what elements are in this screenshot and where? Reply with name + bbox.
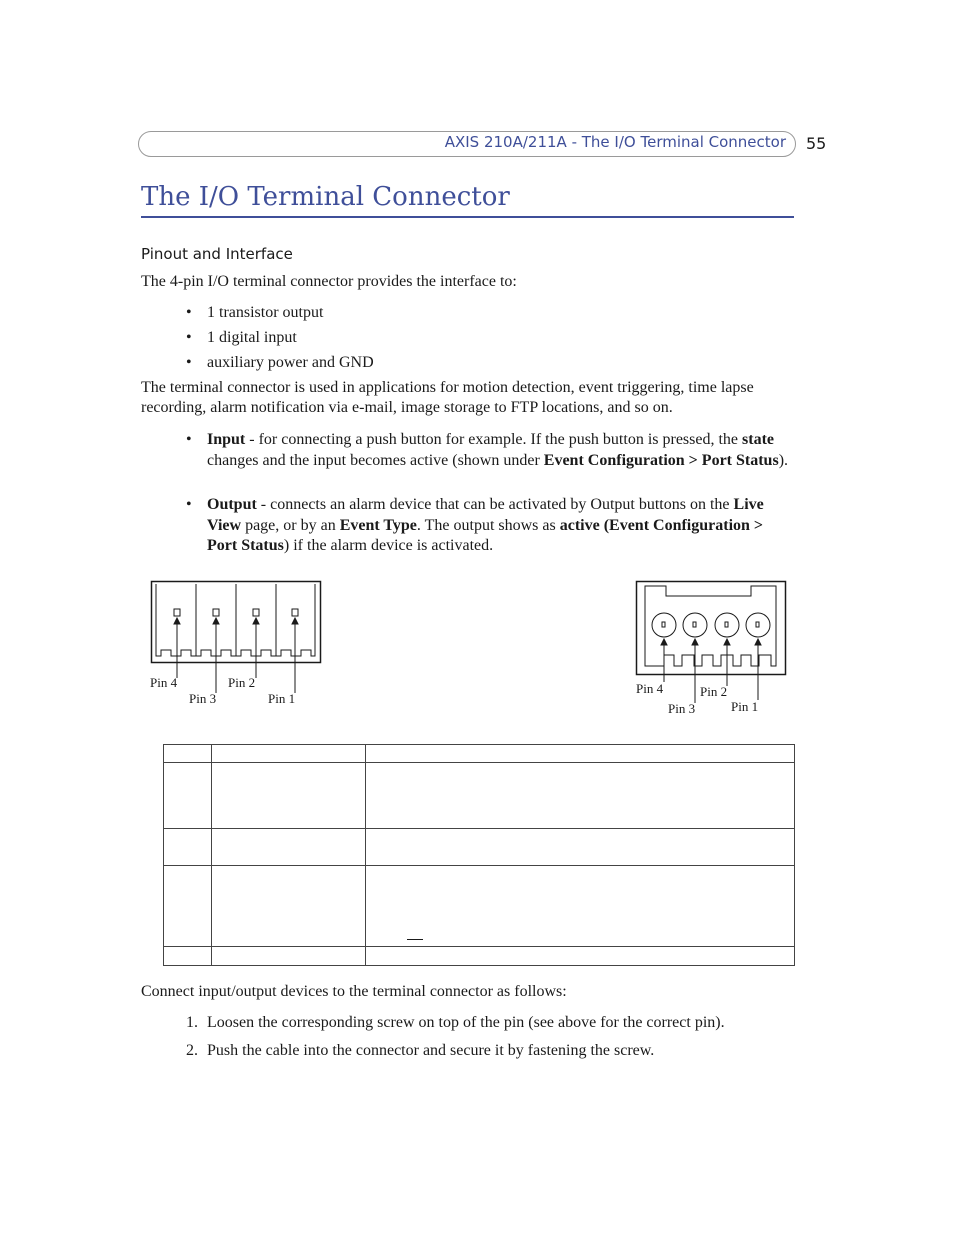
connect-step: 2. Push the cable into the connector and secure it by fastening the screw. — [186, 1042, 655, 1059]
connect-step: 1. Loosen the corresponding screw on top of the pin (see above for the correct pin). — [186, 1014, 725, 1031]
bullet-icon: • — [186, 431, 192, 448]
pin-description-table — [163, 744, 795, 966]
bullet-icon: • — [186, 329, 192, 346]
intro-paragraph: The 4-pin I/O terminal connector provides the interface to: — [141, 273, 517, 290]
connect-intro: Connect input/output devices to the terminal connector as follows: — [141, 983, 567, 1000]
table-row — [164, 829, 795, 866]
output-description: • Output - connects an alarm device that can be activated by Output buttons on the Live View page, or by an Event Type. The output shows as active (Event Configuration > Port Status) if the alarm device is activated. — [186, 496, 764, 554]
running-header-title: AXIS 210A/211A - The I/O Terminal Connector — [444, 133, 786, 151]
interface-item: • 1 digital input — [186, 328, 796, 349]
table-row — [164, 763, 795, 829]
table-row — [164, 745, 795, 763]
pin-label: Pin 1 — [731, 699, 759, 714]
pin-label: Pin 2 — [700, 684, 728, 699]
bullet-icon: • — [186, 354, 192, 371]
pin-label: Pin 2 — [228, 675, 256, 690]
pin-label: Pin 3 — [189, 691, 217, 706]
page-title: The I/O Terminal Connector — [141, 182, 794, 218]
pin-label: Pin 4 — [150, 675, 178, 690]
table-row — [164, 866, 795, 947]
terminal-connector-top-diagram — [145, 576, 330, 711]
pin-label: Pin 3 — [668, 701, 696, 716]
interface-item: • auxiliary power and GND — [186, 353, 796, 374]
bullet-icon: • — [186, 304, 192, 321]
overline-mark — [407, 939, 423, 940]
bullet-icon: • — [186, 496, 192, 513]
input-description: • Input - for connecting a push button for example. If the push button is pressed, the state changes and the input becomes active (shown under Event Configuration > Port Status). — [186, 431, 789, 469]
usage-paragraph: The terminal connector is used in applications for motion detection, event triggering, time lapse recording, alarm notification via e-mail, image storage to FTP locations, and so on. — [141, 379, 754, 416]
section-subheading: Pinout and Interface — [141, 245, 293, 263]
pin-label: Pin 1 — [268, 691, 296, 706]
page-number: 55 — [806, 134, 827, 153]
pin-label: Pin 4 — [636, 681, 664, 696]
table-row — [164, 947, 795, 966]
terminal-connector-front-diagram — [630, 576, 795, 721]
interface-item: • 1 transistor output — [186, 303, 796, 324]
